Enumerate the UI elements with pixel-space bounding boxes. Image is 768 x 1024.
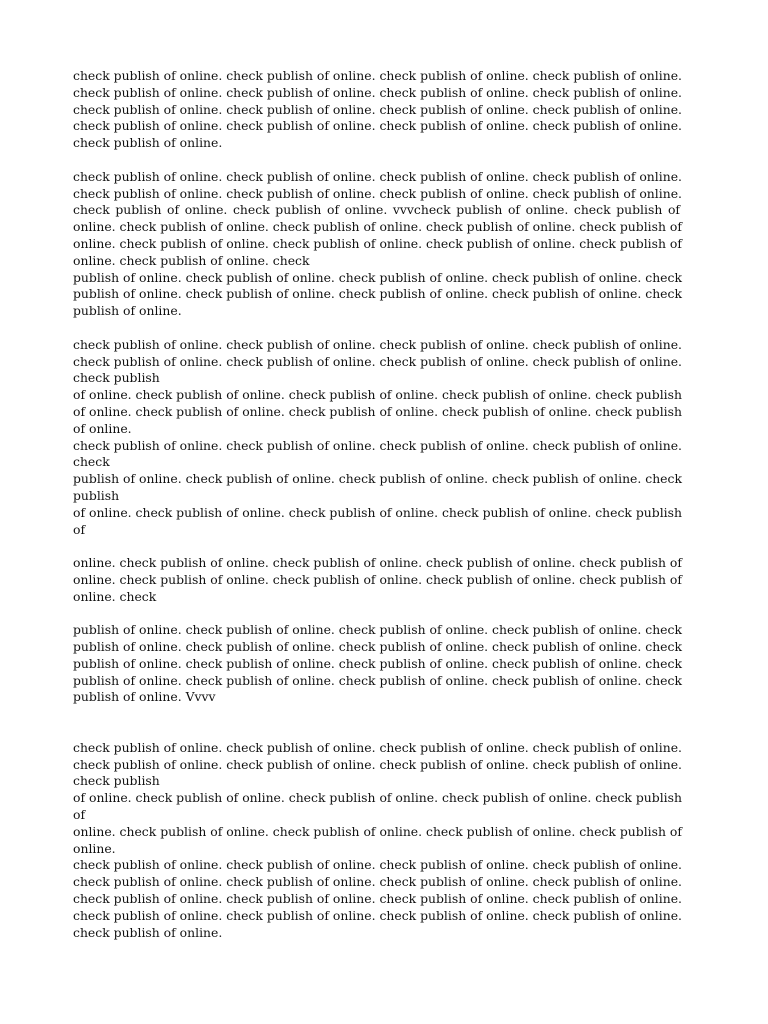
paragraph-spacer	[73, 706, 680, 740]
text-line: online. check publish of online. check	[73, 252, 310, 268]
text-line: online. check publish of online. check publish of online. check publish of online. check publish of	[73, 235, 682, 251]
paragraph-spacer	[73, 320, 680, 337]
text-line: check publish of online. check publish of online. check publish of online. check publish of online.	[73, 336, 682, 352]
paragraph-6	[73, 740, 680, 942]
text-line: online. check publish of online. check publish of online. check publish of online. check publish of	[73, 823, 682, 839]
text-line: of	[73, 521, 86, 537]
text-line: of online. check publish of online. check publish of online. check publish of online. check publish	[73, 403, 682, 419]
paragraph-3	[73, 337, 680, 539]
text-line: check publish of online. check publish of online. check publish of online. check publish of online.	[73, 756, 682, 772]
paragraph-2	[73, 169, 680, 320]
text-line: publish of online. check publish of online. check publish of online. check publish of online. check	[73, 622, 682, 638]
paragraph-1	[73, 68, 680, 152]
text-line: check	[73, 454, 110, 470]
text-line: check publish of online.	[73, 924, 223, 940]
text-line: publish of online. Vvvv	[73, 689, 216, 705]
paragraph-spacer	[73, 538, 680, 555]
text-line: online. check	[73, 588, 157, 604]
text-line: check publish of online. check publish of online. check publish of online. check publish of online.	[73, 68, 682, 83]
text-line: check publish of online. check publish of online. check publish of online. check publish of online.	[73, 857, 682, 873]
text-line: publish of online.	[73, 303, 182, 319]
text-line: publish of online. check publish of online. check publish of online. check publish of online. check	[73, 471, 682, 487]
text-line: of online.	[73, 420, 132, 436]
text-line: check publish of online. check publish of online. check publish of online. check publish of online.	[73, 874, 682, 890]
text-line: check publish of online.	[73, 135, 223, 151]
text-line: check publish of online. check publish of online. check publish of online. check publish of online.	[73, 907, 682, 923]
text-line: check publish of online. check publish of online. vvvcheck publish of online. check publish of	[73, 202, 680, 218]
text-line: publish of online. check publish of online. check publish of online. check publish of online. check	[73, 672, 682, 688]
paragraph-spacer	[73, 152, 680, 169]
document-page	[73, 68, 680, 941]
text-line: check publish of online. check publish of online. check publish of online. check publish of online.	[73, 891, 682, 907]
text-line: check publish of online. check publish of online. check publish of online. check publish of online.	[73, 437, 682, 453]
text-line: online. check publish of online. check publish of online. check publish of online. check publish of	[73, 571, 682, 587]
text-line: of online. check publish of online. check publish of online. check publish of online. check publish	[73, 387, 682, 403]
text-line: publish of online. check publish of online. check publish of online. check publish of online. check	[73, 269, 682, 285]
text-line: check publish	[73, 370, 160, 386]
text-line: publish	[73, 487, 120, 503]
text-line: of online. check publish of online. check publish of online. check publish of online. check publish	[73, 790, 682, 806]
text-line: check publish of online. check publish of online. check publish of online. check publish of online.	[73, 101, 682, 117]
paragraph-5	[73, 622, 680, 706]
text-line: check publish of online. check publish of online. check publish of online. check publish of online.	[73, 185, 682, 201]
text-line: check publish	[73, 773, 160, 789]
text-line: publish of online. check publish of online. check publish of online. check publish of online. check	[73, 655, 682, 671]
text-line: check publish of online. check publish of online. check publish of online. check publish of online.	[73, 353, 682, 369]
text-line: publish of online. check publish of online. check publish of online. check publish of online. check	[73, 286, 682, 302]
text-line: publish of online. check publish of online. check publish of online. check publish of online. check	[73, 639, 682, 655]
text-line: online.	[73, 840, 116, 856]
text-line: check publish of online. check publish of online. check publish of online. check publish of online.	[73, 168, 682, 184]
text-line: check publish of online. check publish of online. check publish of online. check publish of online.	[73, 739, 682, 755]
paragraph-4	[73, 555, 680, 605]
paragraph-spacer	[73, 606, 680, 623]
text-line: check publish of online. check publish of online. check publish of online. check publish of online.	[73, 118, 682, 134]
text-line: online. check publish of online. check publish of online. check publish of online. check publish of	[73, 555, 682, 571]
text-line: of	[73, 807, 86, 823]
text-line: check publish of online. check publish of online. check publish of online. check publish of online.	[73, 84, 682, 100]
text-line: online. check publish of online. check publish of online. check publish of online. check publish of	[73, 219, 682, 235]
text-line: of online. check publish of online. check publish of online. check publish of online. check publish	[73, 504, 682, 520]
